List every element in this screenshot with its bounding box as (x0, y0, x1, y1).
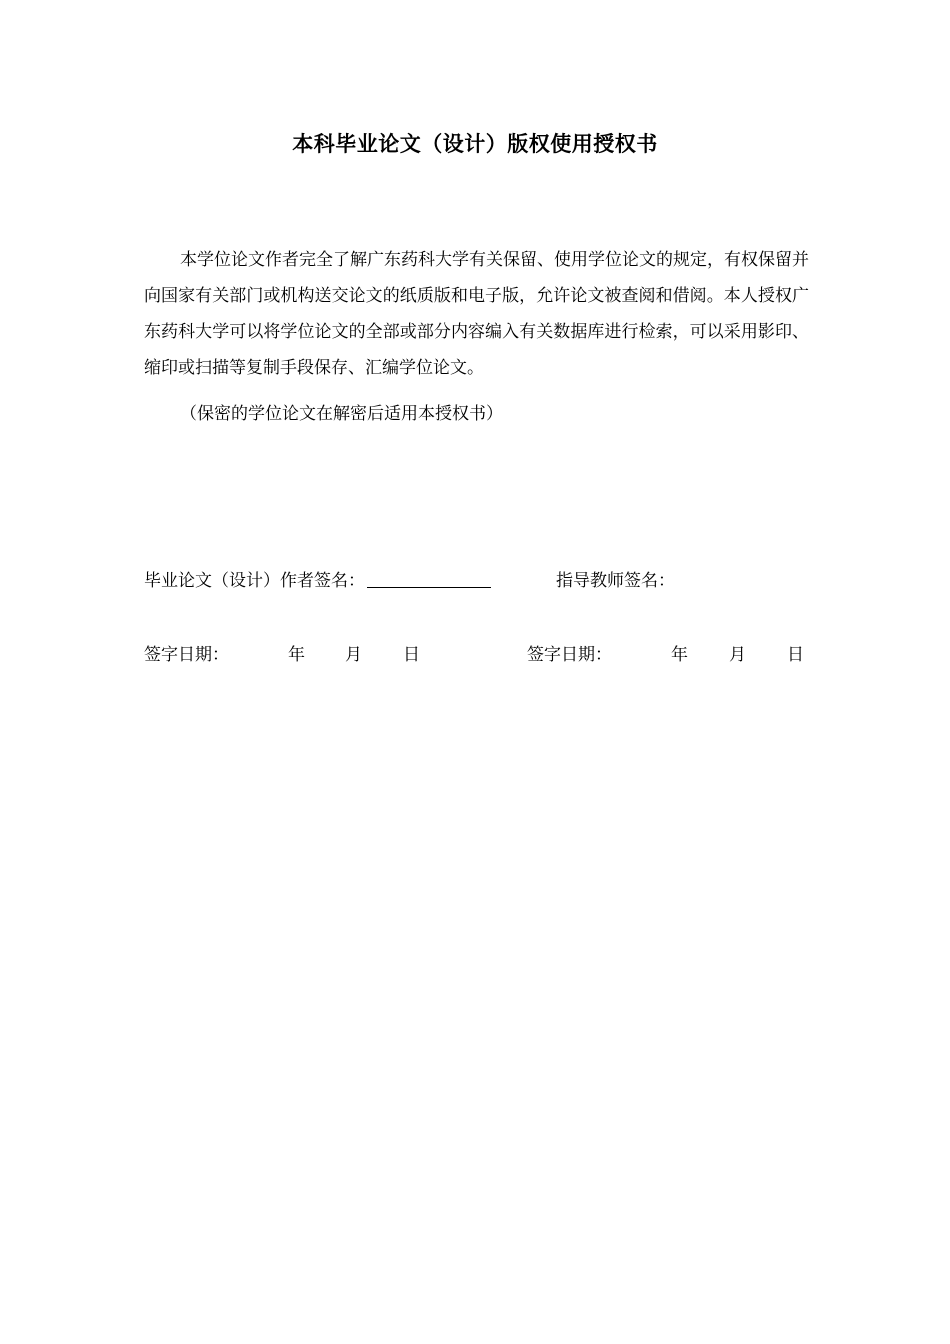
advisor-date-day: 日 (787, 645, 804, 665)
advisor-signature-label: 指导教师签名： (556, 571, 675, 591)
author-signature-row (144, 568, 491, 594)
confidential-note: （保密的学位论文在解密后适用本授权书） (180, 404, 503, 424)
advisor-date-month: 月 (729, 645, 746, 665)
advisor-date-label: 签字日期： (527, 645, 612, 665)
document-title: 本科毕业论文（设计）版权使用授权书 (292, 132, 658, 156)
authorization-paragraph: 本学位论文作者完全了解广东药科大学有关保留、使用学位论文的规定，有权保留并向国家有关部门或机构送交论文的纸质版和电子版，允许论文被查阅和借阅。本人授权广东药科大学可以将学位论文的全部或部分内容编入有关数据库进行检索，可以采用影印、缩印或扫描等复制手段保存、汇编学位论文。 (144, 250, 809, 378)
author-date-year: 年 (288, 645, 305, 665)
author-date-month: 月 (345, 645, 362, 665)
author-date-label: 签字日期： (144, 645, 229, 665)
author-date-day: 日 (403, 645, 420, 665)
author-signature-label: 毕业论文（设计）作者签名： (144, 571, 365, 591)
author-signature-line (367, 569, 491, 588)
advisor-date-year: 年 (671, 645, 688, 665)
